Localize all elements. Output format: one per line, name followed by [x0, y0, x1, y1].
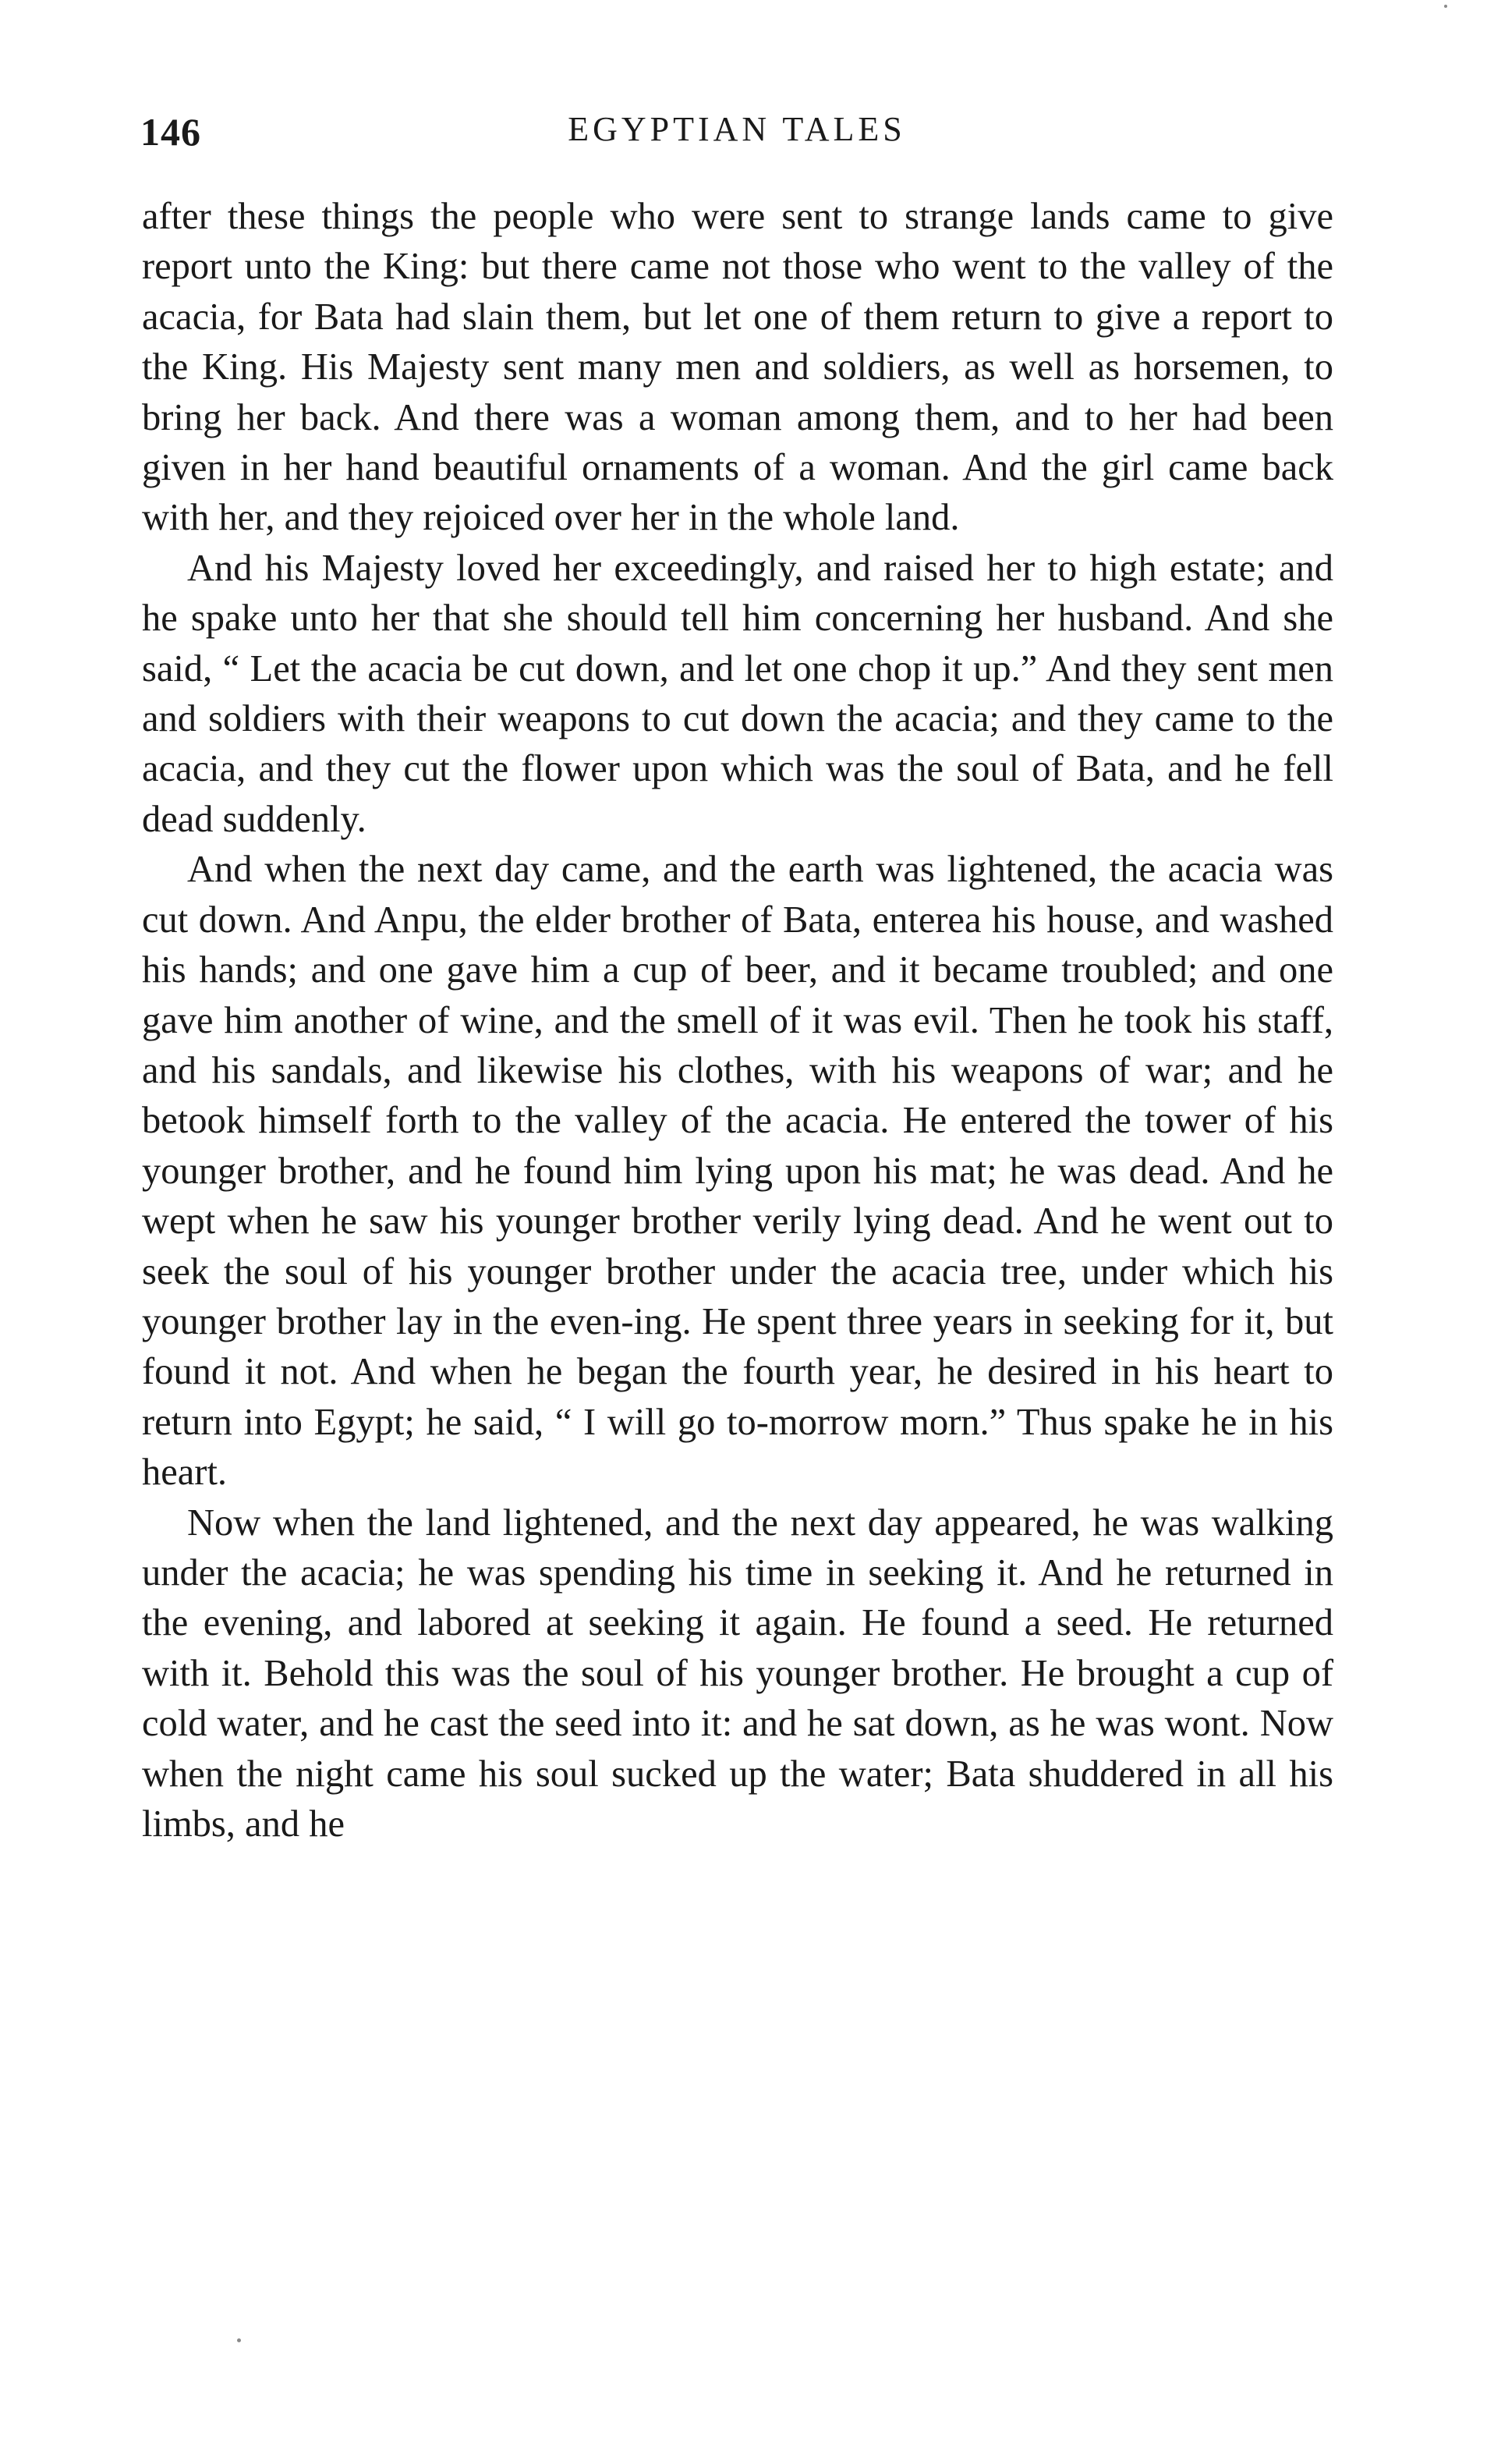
scan-speck: [237, 2338, 241, 2342]
paragraph: Now when the land lightened, and the next day appeared, he was walking under the acacia; he was spending his time in seeking it. And he returned in the evening, and labored at seeking it again. He found a seed. He returned with it. Behold this was the soul of his younger brother. He brought a cup of cold water, and he cast the seed into it: and he sat down, as he was wont. Now when the night came his soul sucked up the water; Bata shuddered in all his limbs, and he: [142, 1501, 1333, 1845]
paragraph: And when the next day came, and the earth was lightened, the acacia was cut down. And Anpu, the elder brother of Bata, enterea his house, and washed his hands; and one gave him a cup of beer, and it became troubled; and one gave him another of wine, and the smell of it was evil. Then he took his staff, and his sandals, and likewise his clothes, with his weapons of war; and he betook himself forth to the valley of the acacia. He entered the tower of his younger brother, and he found him lying upon his mat; he was dead. And he wept when he saw his younger brother verily lying dead. And he went out to seek the soul of his younger brother under the acacia tree, under which his younger brother lay in the even-ing. He spent three years in seeking for it, but found it not. And when he began the fourth year, he desired in his heart to return into Egypt; he said, “ I will go to-morrow morn.” Thus spake he in his heart.: [142, 849, 1333, 1494]
paragraph: And his Majesty loved her exceedingly, and raised her to high estate; and he spake unto her that she should tell him concerning her husband. And she said, “ Let the acacia be cut down, and let one chop it up.” And they sent men and soldiers with their weapons to cut down the acacia; and they came to the acacia, and they cut the flower upon which was the soul of Bata, and he fell dead suddenly.: [142, 547, 1333, 840]
scan-speck: [1444, 5, 1447, 8]
running-head: [140, 109, 1333, 164]
body-text: [142, 192, 1333, 1849]
running-title: EGYPTIAN TALES: [568, 110, 906, 148]
paragraph: after these things the people who were sent to strange lands came to give report unto the King: but there came not those who went to the valley of the acacia, for Bata had slain them, but let one of them return to give a report to the King. His Majesty sent many men and soldiers, as well as horsemen, to bring her back. And there was a woman among them, and to her had been given in her hand beautiful ornaments of a woman. And the girl came back with her, and they rejoiced over her in the whole land.: [142, 196, 1333, 539]
page-number: 146: [140, 110, 201, 154]
